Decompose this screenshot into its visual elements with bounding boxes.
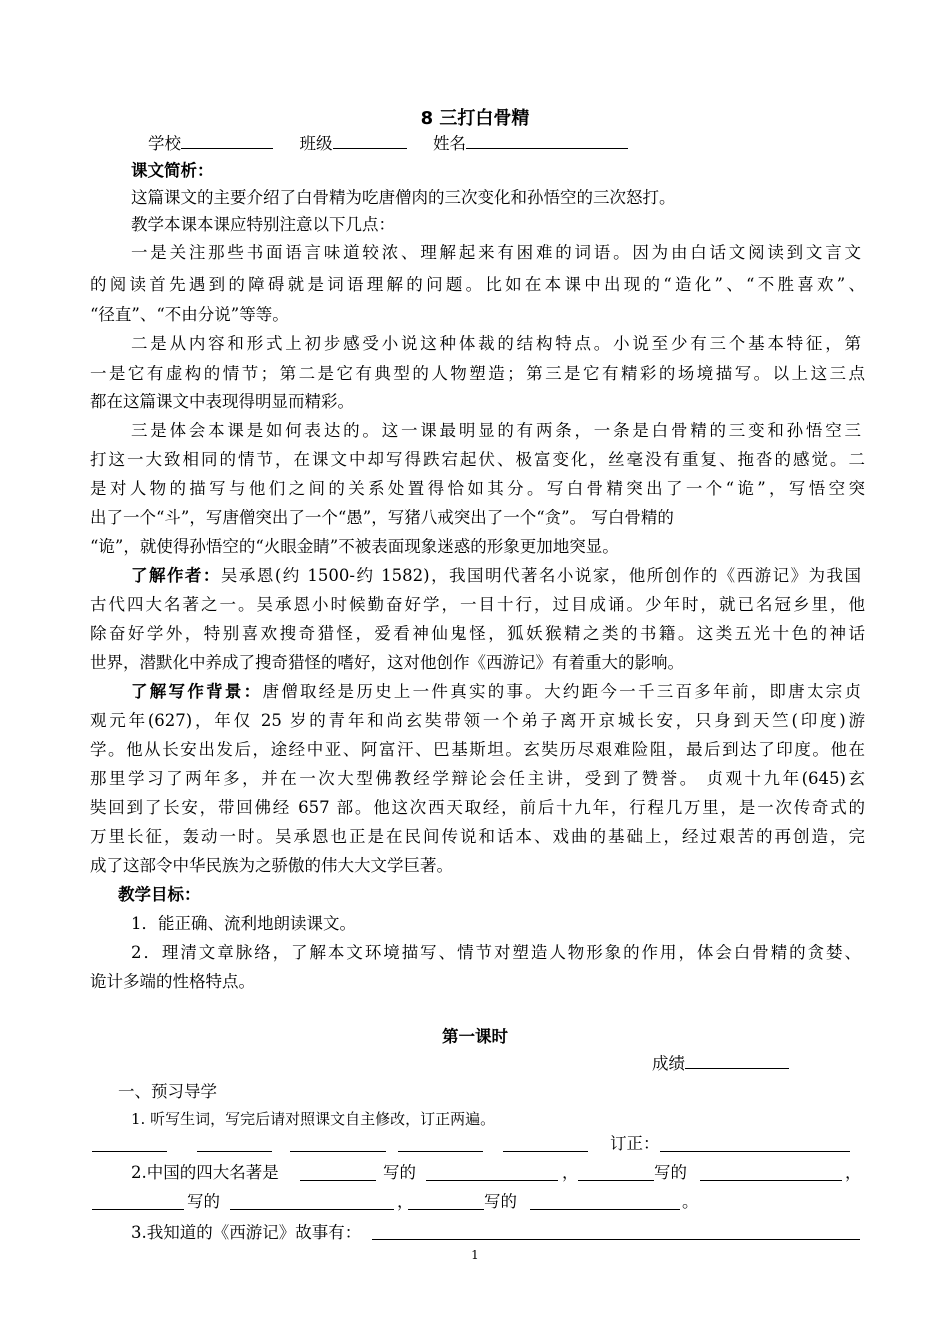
wrote-text: 写的 (187, 1192, 220, 1211)
analysis-paragraph: 一是关注那些书面语言味道较浓、理解起来有困难的词语。因为由白话文阅读到文言文 (131, 243, 861, 262)
score-label: 成绩 (652, 1054, 685, 1073)
lesson-title: 第一课时 (442, 1027, 508, 1046)
question-3: 3.我知道的《西游记》故事有： (131, 1223, 362, 1242)
analysis-heading: 课文简析： (131, 161, 214, 180)
correction-label: 订正： (610, 1134, 660, 1153)
author-blank[interactable] (300, 1180, 376, 1181)
analysis-paragraph: 教学本课本课应特别注意以下几点： (131, 215, 395, 234)
correction-blank[interactable] (660, 1151, 850, 1152)
analysis-paragraph: 都在这篇课文中表现得明显而精彩。 (90, 392, 354, 411)
score-row (652, 1051, 852, 1077)
background-heading: 了解写作背景： (131, 682, 263, 701)
question-1: 1. 听写生词，写完后请对照课文自主修改，订正两遍。 (131, 1110, 496, 1128)
author-blank[interactable] (578, 1180, 654, 1181)
book-blank[interactable] (426, 1180, 558, 1181)
goal-item: 1．能正确、流利地朗读课文。 (131, 914, 356, 933)
dictation-blank[interactable] (197, 1151, 272, 1152)
analysis-paragraph: 出了一个“斗”，写唐僧突出了一个“愚”，写猪八戒突出了一个“贪”。 写白骨精的 (90, 508, 674, 527)
background-paragraph (131, 679, 861, 705)
goal-item: 2．理清文章脉络，了解本文环境描写、情节对塑造人物形象的作用，体会白骨精的贪婪、 (131, 943, 861, 962)
period-text: 。 (682, 1192, 699, 1211)
author-paragraph: 世界，潜默化中养成了搜奇猎怪的嗜好，这对他创作《西游记》有着重大的影响。 (90, 653, 684, 672)
class-label: 班级 (299, 134, 333, 153)
wrote-text: 写的 (654, 1163, 687, 1182)
author-paragraph: 古代四大名著之一。吴承恩小时候勤奋好学，一目十行，过目成诵。少年时，就已名冠乡里，他 (90, 595, 865, 614)
school-label: 学校 (148, 134, 181, 153)
dictation-blank[interactable] (398, 1151, 483, 1152)
background-paragraph: 那里学习了两年多，并在一次大型佛教经学辩论会任主讲，受到了赞誉。 贞观十九年(645)玄 (90, 769, 865, 788)
goals-heading: 教学目标： (118, 885, 201, 904)
analysis-paragraph: 一是它有虚构的情节；第二是它有典型的人物塑造；第三是它有精彩的场境描写。以上这三点 (90, 364, 865, 383)
page-number: 1 (471, 1248, 479, 1262)
book-blank[interactable] (700, 1180, 842, 1181)
analysis-paragraph: “诡”，就使得孙悟空的“火眼金睛”不被表面现象迷惑的形象更加地突显。 (90, 537, 619, 556)
background-paragraph: 奘回到了长安，带回佛经 657 部。他这次西天取经，前后十九年，行程几万里，是一次传奇式的 (90, 798, 865, 817)
book-blank[interactable] (230, 1209, 394, 1210)
class-blank[interactable] (333, 131, 407, 149)
dictation-blank[interactable] (92, 1151, 167, 1152)
section-heading: 一、预习导学 (118, 1082, 217, 1101)
dictation-blank[interactable] (290, 1151, 386, 1152)
background-paragraph: 成了这部令中华民族为之骄傲的伟大大文学巨著。 (90, 856, 453, 875)
background-paragraph: 学。他从长安出发后，途经中亚、阿富汗、巴基斯坦。玄奘历尽艰难险阻，最后到达了印度。他在 (90, 740, 865, 759)
background-text: 唐僧取经是历史上一件真实的事。大约距今一千三百多年前，即唐太宗贞 (262, 682, 862, 701)
author-text: 吴承恩(约 1500-约 1582)，我国明代著名小说家，他所创作的《西游记》为我国 (220, 566, 862, 585)
author-blank[interactable] (408, 1209, 484, 1210)
background-paragraph: 万里长征，轰动一时。吴承恩也正是在民间传说和话本、戏曲的基础上，经过艰苦的再创造，完 (90, 827, 865, 846)
analysis-paragraph: 三是体会本课是如何表达的。这一课最明显的有两条，一条是白骨精的三变和孙悟空三 (131, 421, 861, 440)
author-heading: 了解作者： (131, 566, 221, 585)
name-label: 姓名 (433, 134, 466, 153)
analysis-paragraph: 打这一大致相同的情节，在课文中却写得跌宕起伏、极富变化，丝毫没有重复、拖沓的感觉。二 (90, 450, 865, 469)
story-blank[interactable] (372, 1239, 860, 1240)
comma-text: ， (845, 1163, 862, 1182)
goal-item: 诡计多端的性格特点。 (90, 972, 255, 991)
score-blank[interactable] (685, 1051, 789, 1069)
comma-text: ， (397, 1192, 414, 1211)
book-blank[interactable] (530, 1209, 680, 1210)
background-paragraph: 观元年(627)，年仅 25 岁的青年和尚玄奘带领一个弟子离开京城长安，只身到天竺(印度)游 (90, 711, 865, 730)
dictation-blank[interactable] (503, 1151, 588, 1152)
name-blank[interactable] (466, 131, 628, 149)
author-paragraph: 除奋好学外，特别喜欢搜奇猎怪，爱看神仙鬼怪，狐妖猴精之类的书籍。这类五光十色的神话 (90, 624, 865, 643)
author-blank[interactable] (92, 1209, 184, 1210)
question-2: 2.中国的四大名著是 (131, 1163, 279, 1182)
analysis-paragraph: 的阅读首先遇到的障碍就是词语理解的问题。比如在本课中出现的“造化”、“不胜喜欢”、 (90, 275, 865, 294)
analysis-paragraph: 这篇课文的主要介绍了白骨精为吃唐僧肉的三次变化和孙悟空的三次怒打。 (131, 188, 676, 207)
wrote-text: 写的 (484, 1192, 517, 1211)
analysis-paragraph: 是对人物的描写与他们之间的关系处置得恰如其分。写白骨精突出了一个“诡”，写悟空突 (90, 479, 865, 498)
comma-text: ， (562, 1163, 579, 1182)
page-title: 8 三打白骨精 (420, 108, 530, 129)
wrote-text: 写的 (383, 1163, 416, 1182)
school-blank[interactable] (181, 131, 273, 149)
student-info-row (148, 131, 923, 157)
author-paragraph (131, 563, 861, 589)
analysis-paragraph: 二是从内容和形式上初步感受小说这种体裁的结构特点。小说至少有三个基本特征，第 (131, 334, 861, 353)
analysis-paragraph: “径直”、“不由分说”等等。 (90, 305, 289, 324)
